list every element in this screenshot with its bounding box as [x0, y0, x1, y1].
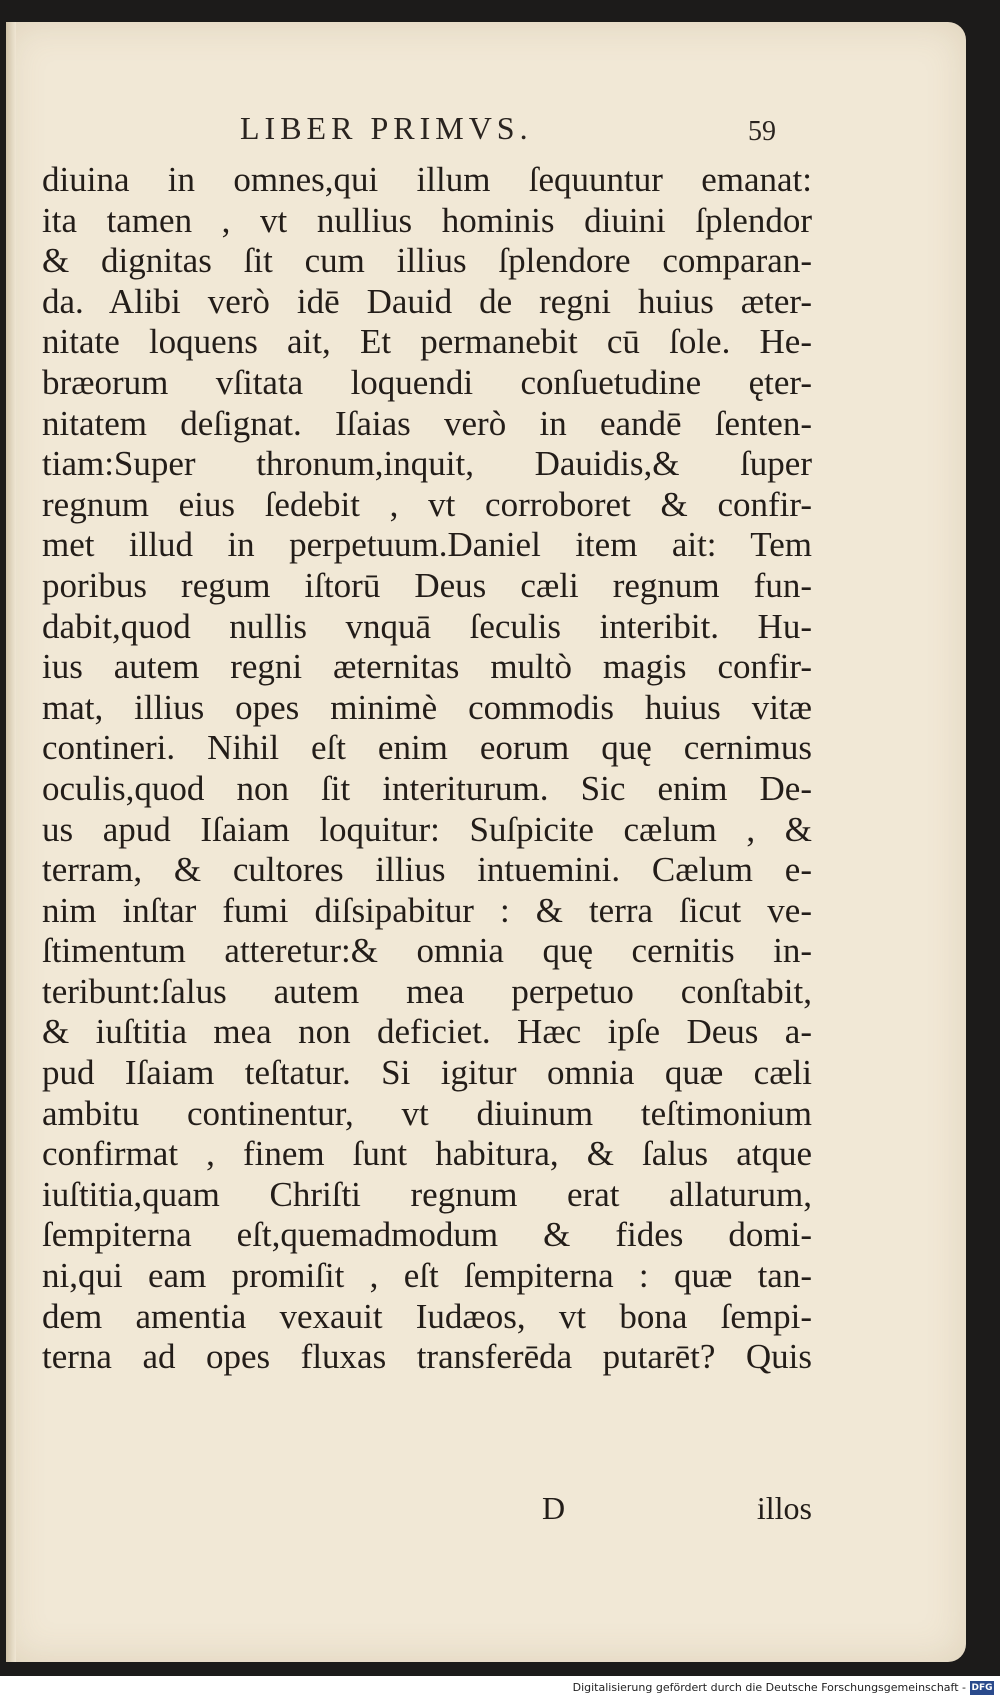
text-line: dem amentia vexauit Iudæos, vt bona ſempi- — [42, 1296, 812, 1336]
running-head — [46, 110, 946, 150]
text-line: regnum eius ſedebit , vt corroboret & confir- — [42, 484, 812, 524]
text-line: us apud Iſaiam loquitur: Suſpicite cælum , & — [42, 809, 812, 849]
text-line: pud Iſaiam teſtatur. Si igitur omnia quæ cæli — [42, 1053, 812, 1093]
text-line: nitate loquens ait, Et permanebit cū ſole. He- — [42, 322, 812, 362]
text-line: met illud in perpetuum.Daniel item ait: Tem — [42, 525, 812, 565]
text-line: tiam:Super thronum,inquit, Dauidis,& ſuper — [42, 444, 812, 484]
text-line: mat, illius opes minimè commodis huius vitæ — [42, 687, 812, 727]
text-line: iuſtitia,quam Chriſti regnum erat allaturum, — [42, 1174, 812, 1214]
text-line: terram, & cultores illius intuemini. Cælum e- — [42, 850, 812, 890]
text-line: nim inſtar fumi diſsipabitur : & terra ſicut ve- — [42, 890, 812, 930]
body-text — [42, 160, 812, 1378]
text-line: poribus regum iſtorū Deus cæli regnum fun- — [42, 565, 812, 605]
text-line: bræorum vſitata loquendi conſuetudine ęter- — [42, 362, 812, 402]
signature-mark: D — [542, 1490, 566, 1526]
running-title: LIBER PRIMVS. — [240, 110, 533, 146]
text-line: ſtimentum atteretur:& omnia quę cernitis in- — [42, 931, 812, 971]
text-line: & iuſtitia mea non deficiet. Hæc ipſe Deus a- — [42, 1012, 812, 1052]
text-line: confirmat , finem ſunt habitura, & ſalus atque — [42, 1134, 812, 1174]
text-line: dabit,quod nullis vnquā ſeculis interibit. Hu- — [42, 606, 812, 646]
page-gutter — [6, 22, 16, 1662]
book-page — [6, 22, 966, 1662]
text-line: & dignitas ſit cum illius ſplendore comparan- — [42, 241, 812, 281]
catchword: illos — [756, 1490, 812, 1526]
footer-bar — [0, 1676, 1000, 1701]
funding-credit: Digitalisierung gefördert durch die Deutsche Forschungsgemeinschaft - — [572, 1681, 966, 1694]
text-line: ambitu continentur, vt diuinum teſtimonium — [42, 1093, 812, 1133]
text-line: teribunt:ſalus autem mea perpetuo conſtabit, — [42, 971, 812, 1011]
text-line: ita tamen , vt nullius hominis diuini ſplendor — [42, 200, 812, 240]
text-line: oculis,quod non ſit interiturum. Sic enim De- — [42, 768, 812, 808]
text-line: terna ad opes fluxas transferēda putarēt? Quis — [42, 1337, 812, 1377]
catchline — [42, 1490, 812, 1530]
page-number: 59 — [748, 116, 776, 147]
text-line: da. Alibi verò idē Dauid de regni huius æter- — [42, 281, 812, 321]
text-line: ni,qui eam promiſit , eſt ſempiterna : quæ tan- — [42, 1256, 812, 1296]
text-line: nitatem deſignat. Iſaias verò in eandē ſenten- — [42, 403, 812, 443]
dfg-logo-icon: DFG — [971, 1683, 993, 1693]
text-line: diuina in omnes,qui illum ſequuntur emanat: — [42, 160, 812, 199]
text-line: ſempiterna eſt,quemadmodum & fides domi- — [42, 1215, 812, 1255]
text-line: ius autem regni æternitas multò magis confir- — [42, 647, 812, 687]
text-line: contineri. Nihil eſt enim eorum quę cernimus — [42, 728, 812, 768]
